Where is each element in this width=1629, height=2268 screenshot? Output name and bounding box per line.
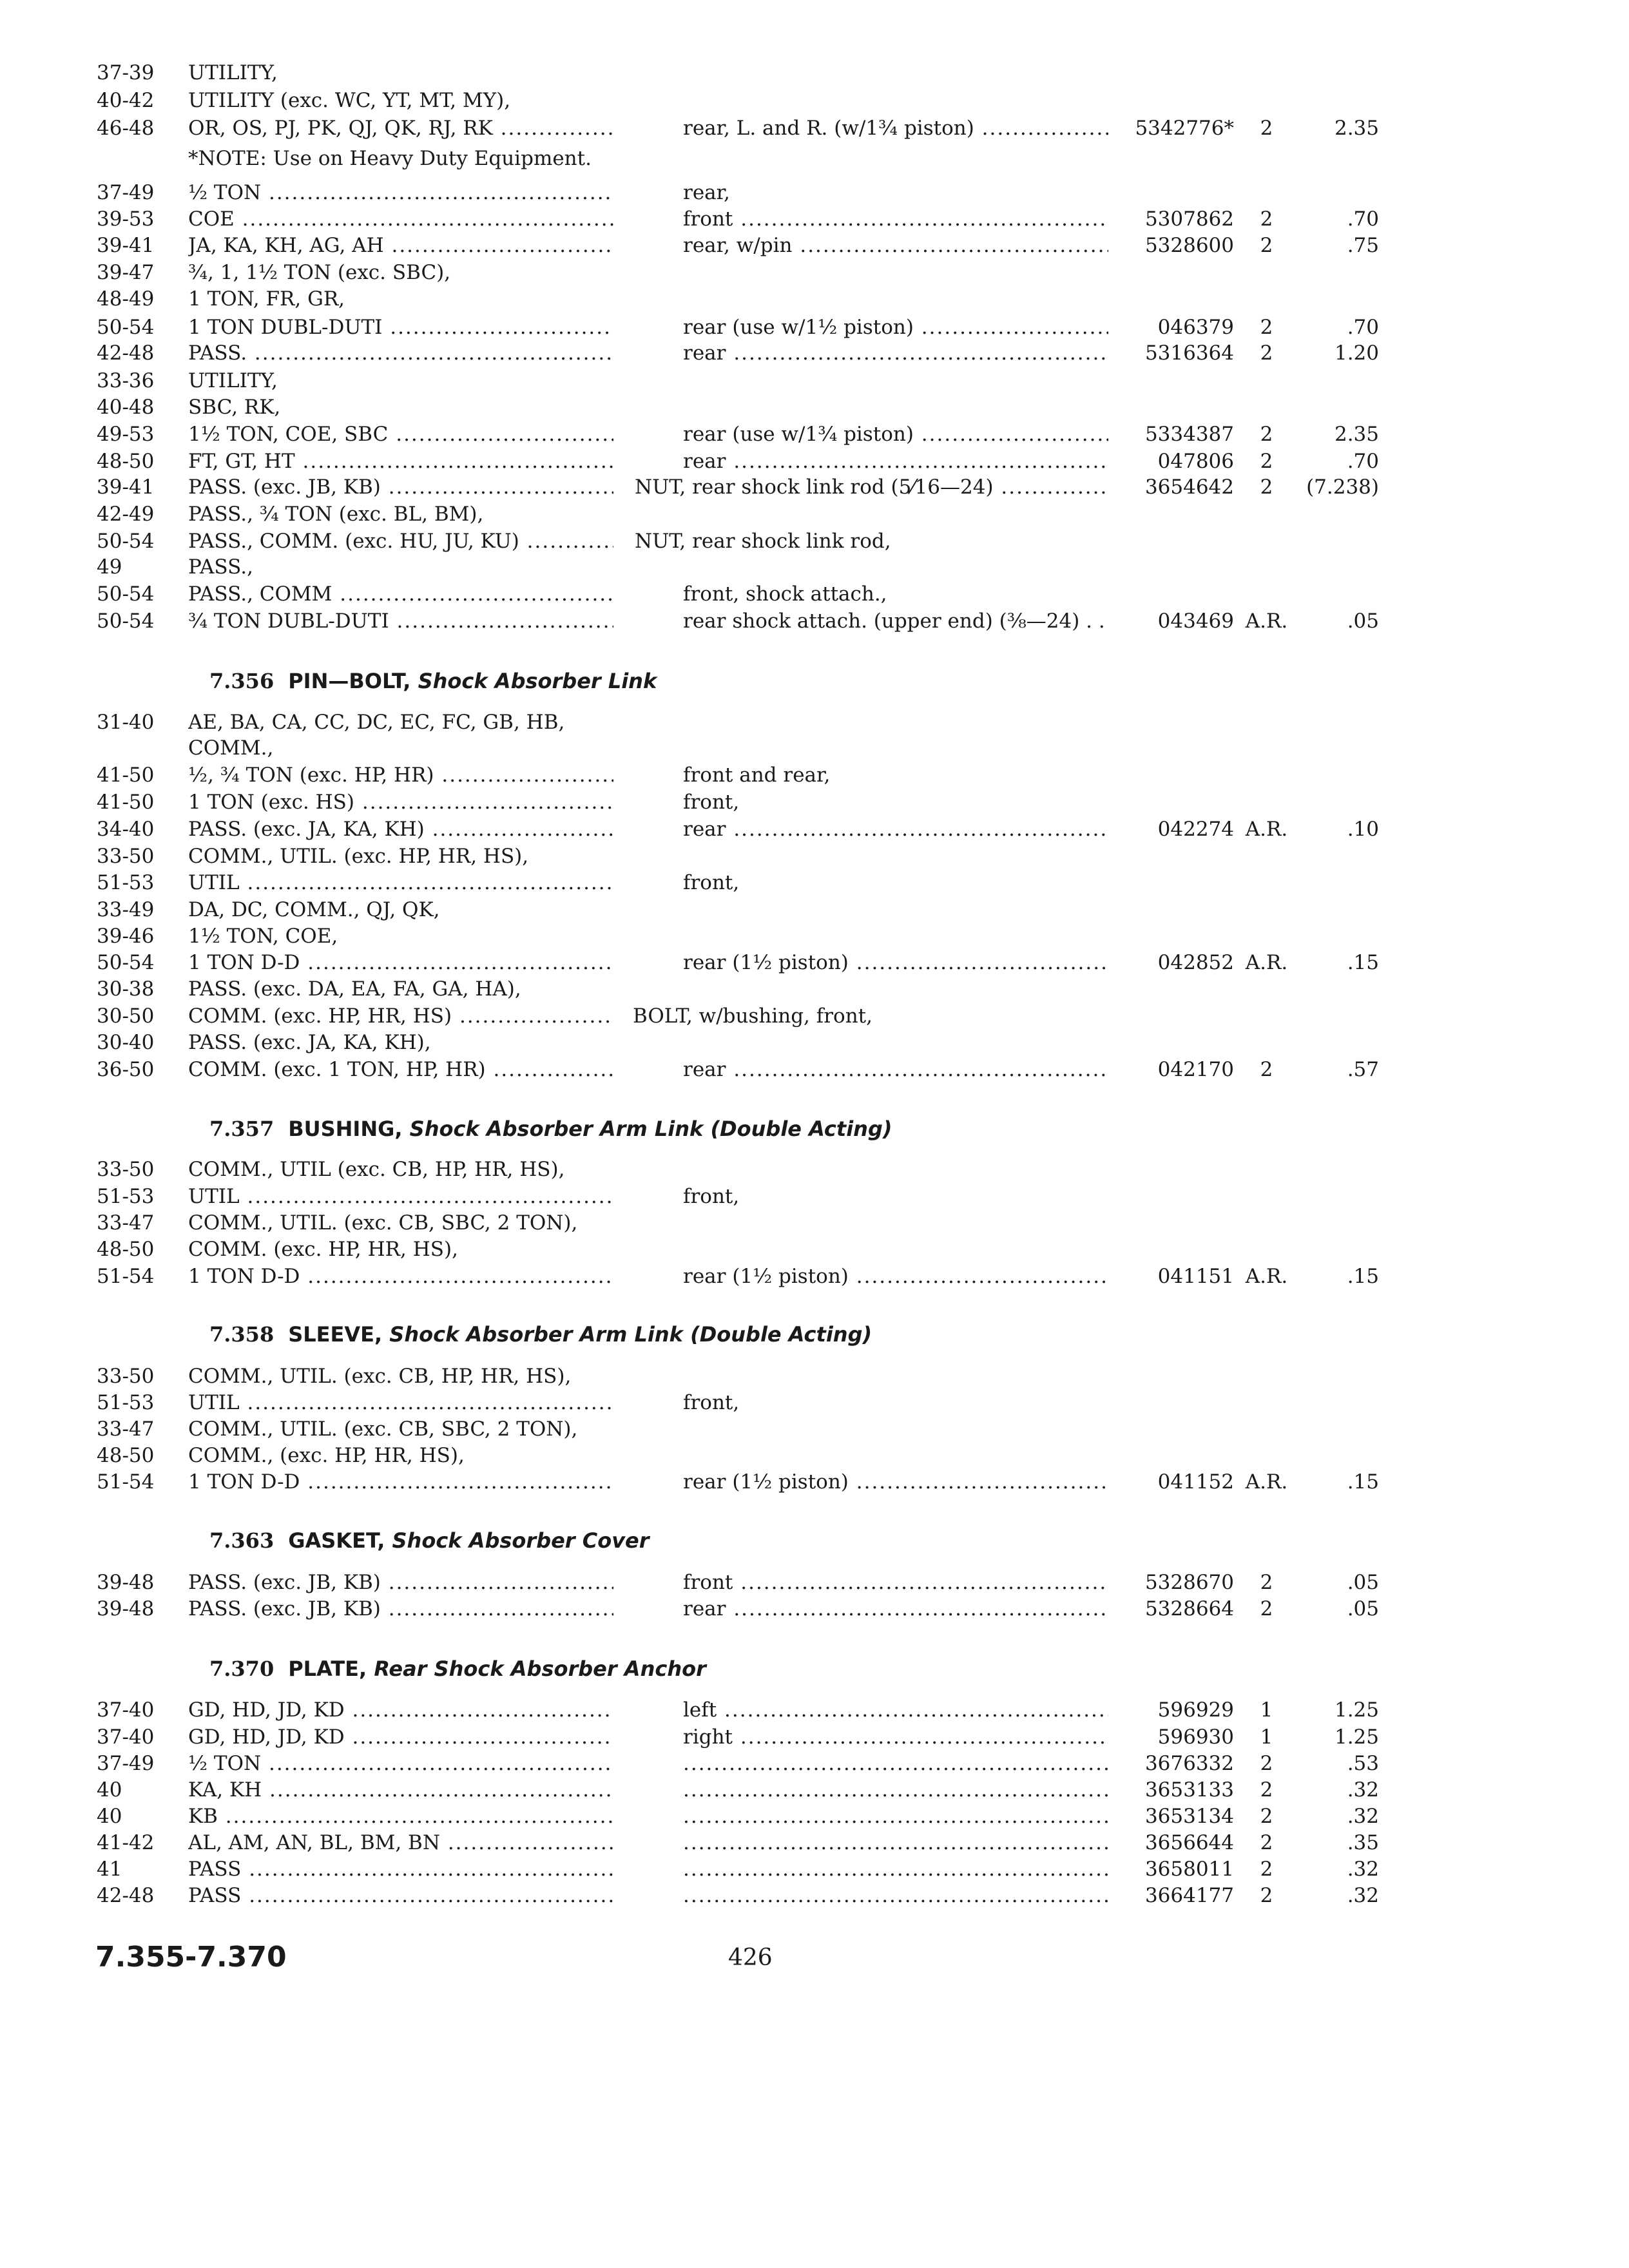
section-range: 7.355-7.370 — [95, 1941, 287, 1974]
table-row — [0, 1391, 1629, 1418]
part-number: 041151 — [1157, 1265, 1234, 1288]
part-description: rear (use w/1¾ piston) ..... — [683, 423, 1108, 446]
model-years: 40-42 — [97, 89, 155, 112]
model-years: 48-49 — [97, 287, 155, 311]
model-applicability: PASS., COMM. (exc. HU, JU, KU) ..... — [188, 530, 613, 553]
table-row — [0, 1831, 1629, 1858]
price: .05 — [1347, 1571, 1379, 1594]
price: 2.35 — [1334, 117, 1379, 140]
model-applicability: AE, BA, CA, CC, DC, EC, FC, GB, HB, — [188, 711, 565, 734]
part-number: 5342776* — [1135, 117, 1234, 140]
part-number: 041152 — [1157, 1470, 1234, 1494]
model-years: 51-54 — [97, 1265, 155, 1288]
model-years: 51-53 — [97, 1391, 155, 1414]
part-description: BOLT, w/bushing, front, — [633, 1004, 872, 1028]
section-heading — [209, 1528, 650, 1553]
quantity: A.R. — [1245, 1265, 1288, 1288]
price: 2.35 — [1334, 423, 1379, 446]
part-number: 3658011 — [1144, 1858, 1234, 1881]
part-number: 3664177 — [1144, 1884, 1234, 1907]
table-row — [0, 341, 1629, 369]
section-heading — [209, 1117, 892, 1141]
model-applicability: FT, GT, HT ..... — [188, 450, 613, 473]
quantity: 2 — [1260, 423, 1273, 446]
table-row — [0, 207, 1629, 235]
table-row — [0, 898, 1629, 925]
quantity: 2 — [1260, 117, 1273, 140]
model-years: 30-50 — [97, 1004, 155, 1028]
table-row — [0, 530, 1629, 557]
section-number: 7.370 — [209, 1657, 275, 1681]
section-part-desc: Shock Absorber Arm Link (Double Acting) — [389, 1322, 872, 1347]
model-years: 37-40 — [97, 1698, 155, 1722]
quantity: 2 — [1260, 1805, 1273, 1828]
part-description: rear, — [683, 181, 730, 204]
part-description: rear (1½ piston) ..... — [683, 951, 1108, 974]
part-description: rear shock attach. (upper end) (⅜—24) . . — [683, 610, 1105, 633]
table-row — [0, 234, 1629, 261]
model-applicability: *NOTE: Use on Heavy Duty Equipment. — [188, 147, 592, 170]
model-years: 51-53 — [97, 871, 155, 894]
model-years: 41-50 — [97, 764, 155, 787]
section-part-desc: Shock Absorber Link — [418, 669, 657, 693]
model-years: 33-47 — [97, 1211, 155, 1235]
table-row — [0, 1238, 1629, 1265]
table-row — [0, 845, 1629, 872]
model-applicability: ½ TON ..... — [188, 181, 613, 204]
quantity: 2 — [1260, 1571, 1273, 1594]
model-applicability: COMM. (exc. HP, HR, HS), — [188, 1238, 458, 1261]
part-description: NUT, rear shock link rod, — [635, 530, 891, 553]
price: .10 — [1347, 818, 1379, 841]
model-years: 37-39 — [97, 61, 155, 84]
part-description: rear ..... — [683, 341, 1108, 365]
part-description: front, — [683, 1391, 740, 1414]
model-applicability: COMM., UTIL. (exc. CB, SBC, 2 TON), — [188, 1211, 578, 1235]
model-applicability: COMM., UTIL. (exc. HP, HR, HS), — [188, 845, 529, 868]
part-number: 042274 — [1157, 818, 1234, 841]
model-years: 51-54 — [97, 1470, 155, 1494]
model-years: 33-50 — [97, 845, 155, 868]
table-row — [0, 61, 1629, 88]
model-applicability: COMM., (exc. HP, HR, HS), — [188, 1444, 465, 1467]
price: .57 — [1347, 1058, 1379, 1081]
model-applicability: 1 TON (exc. HS) ..... — [188, 791, 613, 814]
table-row — [0, 450, 1629, 477]
model-applicability: UTILITY, — [188, 61, 278, 84]
model-years: 34-40 — [97, 818, 155, 841]
quantity: 2 — [1260, 476, 1273, 499]
part-number: 3653133 — [1144, 1778, 1234, 1802]
model-years: 46-48 — [97, 117, 155, 140]
part-description: left ..... — [683, 1698, 1108, 1722]
part-description: rear ..... — [683, 1597, 1108, 1620]
part-number: 596929 — [1157, 1698, 1234, 1722]
quantity: 2 — [1260, 1752, 1273, 1775]
model-years: 41-50 — [97, 791, 155, 814]
model-years: 50-54 — [97, 582, 155, 606]
model-years: 40 — [97, 1805, 122, 1828]
model-applicability: ¾, 1, 1½ TON (exc. SBC), — [188, 261, 451, 284]
part-description: front, — [683, 1185, 740, 1208]
price: .32 — [1347, 1805, 1379, 1828]
table-row — [0, 423, 1629, 450]
table-row — [0, 1031, 1629, 1058]
model-years: 50-54 — [97, 316, 155, 339]
table-row — [0, 1778, 1629, 1805]
model-years: 33-36 — [97, 369, 155, 392]
model-years: 31-40 — [97, 711, 155, 734]
quantity: A.R. — [1245, 610, 1288, 633]
section-part-desc: Shock Absorber Arm Link (Double Acting) — [409, 1117, 892, 1141]
model-applicability: PASS. (exc. JA, KA, KH), — [188, 1031, 431, 1054]
section-part-name: SLEEVE, — [288, 1322, 390, 1347]
part-description: front, — [683, 871, 740, 894]
table-row — [0, 818, 1629, 845]
model-applicability: COMM., UTIL (exc. CB, HP, HR, HS), — [188, 1158, 565, 1181]
part-description — [683, 1884, 1108, 1907]
part-number: 5307862 — [1144, 207, 1234, 231]
table-row — [0, 925, 1629, 952]
part-description: front and rear, — [683, 764, 831, 787]
model-applicability: ½ TON ..... — [188, 1752, 613, 1775]
price: .70 — [1347, 316, 1379, 339]
table-row — [0, 261, 1629, 288]
part-description: rear ..... — [683, 818, 1108, 841]
model-applicability: PASS ..... — [188, 1884, 613, 1907]
model-applicability: UTIL ..... — [188, 1391, 613, 1414]
model-years: 30-40 — [97, 1031, 155, 1054]
price: .75 — [1347, 234, 1379, 257]
price: .05 — [1347, 610, 1379, 633]
table-row — [0, 1725, 1629, 1753]
table-row — [0, 1158, 1629, 1185]
model-applicability: PASS. (exc. JB, KB) ..... — [188, 1571, 613, 1594]
part-description: rear (use w/1½ piston) ..... — [683, 316, 1108, 339]
model-years: 39-41 — [97, 476, 155, 499]
model-applicability: DA, DC, COMM., QJ, QK, — [188, 898, 440, 921]
model-years: 37-49 — [97, 181, 155, 204]
page-number: 426 — [728, 1945, 773, 1971]
model-applicability: 1 TON, FR, GR, — [188, 287, 345, 311]
section-heading — [209, 1322, 872, 1347]
table-row — [0, 1858, 1629, 1885]
part-description: front, shock attach., — [683, 582, 887, 606]
part-number: 042852 — [1157, 951, 1234, 974]
section-number: 7.357 — [209, 1117, 275, 1141]
model-applicability: PASS. ..... — [188, 341, 613, 365]
section-heading — [209, 1657, 706, 1681]
part-number: 5328664 — [1144, 1597, 1234, 1620]
section-number: 7.358 — [209, 1322, 275, 1347]
table-row — [0, 1470, 1629, 1497]
section-part-desc: Rear Shock Absorber Anchor — [374, 1657, 706, 1681]
table-row — [0, 147, 1629, 174]
model-years: 41 — [97, 1858, 122, 1881]
quantity: A.R. — [1245, 951, 1288, 974]
section-heading — [209, 669, 657, 693]
part-number: 5328670 — [1144, 1571, 1234, 1594]
table-row — [0, 1698, 1629, 1725]
quantity: A.R. — [1245, 1470, 1288, 1494]
model-years: 33-50 — [97, 1365, 155, 1388]
model-applicability: PASS. (exc. DA, EA, FA, GA, HA), — [188, 977, 521, 1001]
model-years: 33-49 — [97, 898, 155, 921]
model-applicability: AL, AM, AN, BL, BM, BN ..... — [188, 1831, 613, 1854]
model-applicability: KA, KH ..... — [188, 1778, 613, 1802]
model-years: 39-47 — [97, 261, 155, 284]
model-applicability: GD, HD, JD, KD ..... — [188, 1725, 613, 1749]
part-number: 046379 — [1157, 316, 1234, 339]
quantity: 2 — [1260, 1884, 1273, 1907]
model-years: 36-50 — [97, 1058, 155, 1081]
part-description — [683, 1805, 1108, 1828]
table-row — [0, 1211, 1629, 1238]
model-applicability: 1 TON D-D ..... — [188, 1265, 613, 1288]
model-applicability: ½, ¾ TON (exc. HP, HR) ..... — [188, 764, 613, 787]
table-row — [0, 764, 1629, 791]
part-description: right ..... — [683, 1725, 1108, 1749]
price: 1.20 — [1334, 341, 1379, 365]
model-years: 40 — [97, 1778, 122, 1802]
quantity: 2 — [1260, 1597, 1273, 1620]
model-applicability: 1½ TON, COE, SBC ..... — [188, 423, 613, 446]
model-applicability: OR, OS, PJ, PK, QJ, QK, RJ, RK ..... — [188, 117, 613, 140]
table-row — [0, 1365, 1629, 1392]
table-row — [0, 396, 1629, 423]
model-applicability: PASS. (exc. JA, KA, KH) ..... — [188, 818, 613, 841]
model-applicability: 1 TON D-D ..... — [188, 1470, 613, 1494]
table-row — [0, 1004, 1629, 1032]
table-row — [0, 711, 1629, 738]
model-applicability: JA, KA, KH, AG, AH ..... — [188, 234, 613, 257]
part-number: 042170 — [1157, 1058, 1234, 1081]
table-row — [0, 476, 1629, 503]
price: 1.25 — [1334, 1725, 1379, 1749]
section-part-name: BUSHING, — [288, 1117, 410, 1141]
table-row — [0, 582, 1629, 610]
table-row — [0, 1265, 1629, 1292]
price: .32 — [1347, 1778, 1379, 1802]
part-description: rear, L. and R. (w/1¾ piston) ..... — [683, 117, 1108, 140]
model-years: 50-54 — [97, 610, 155, 633]
model-years: 41-42 — [97, 1831, 155, 1854]
model-years: 50-54 — [97, 951, 155, 974]
quantity: 2 — [1260, 207, 1273, 231]
model-applicability: PASS., COMM ..... — [188, 582, 613, 606]
model-years: 37-49 — [97, 1752, 155, 1775]
model-years: 51-53 — [97, 1185, 155, 1208]
model-applicability: UTILITY (exc. WC, YT, MT, MY), — [188, 89, 511, 112]
model-applicability: PASS. (exc. JB, KB) ..... — [188, 476, 613, 499]
model-years: 39-48 — [97, 1571, 155, 1594]
model-years: 33-47 — [97, 1418, 155, 1441]
part-number: 047806 — [1157, 450, 1234, 473]
part-number: 5334387 — [1144, 423, 1234, 446]
price: .15 — [1347, 951, 1379, 974]
model-applicability: PASS ..... — [188, 1858, 613, 1881]
model-years: 48-50 — [97, 1238, 155, 1261]
table-row — [0, 1752, 1629, 1779]
model-applicability: UTIL ..... — [188, 1185, 613, 1208]
quantity: 1 — [1260, 1698, 1273, 1722]
model-applicability: PASS. (exc. JB, KB) ..... — [188, 1597, 613, 1620]
table-row — [0, 610, 1629, 637]
part-number: 5316364 — [1144, 341, 1234, 365]
part-number: 5328600 — [1144, 234, 1234, 257]
model-years: 50-54 — [97, 530, 155, 553]
price: .53 — [1347, 1752, 1379, 1775]
table-row — [0, 287, 1629, 314]
quantity: 2 — [1260, 316, 1273, 339]
part-description: NUT, rear shock link rod (5⁄16—24) ..... — [635, 476, 1108, 499]
table-row — [0, 316, 1629, 343]
model-years: 39-48 — [97, 1597, 155, 1620]
part-description: front, — [683, 791, 740, 814]
model-years: 40-48 — [97, 396, 155, 419]
price: (7.238) — [1306, 476, 1379, 499]
quantity: 2 — [1260, 1858, 1273, 1881]
model-applicability: ¾ TON DUBL-DUTI ..... — [188, 610, 613, 633]
part-number: 3656644 — [1144, 1831, 1234, 1854]
table-row — [0, 555, 1629, 582]
price: .15 — [1347, 1470, 1379, 1494]
table-row — [0, 1185, 1629, 1212]
part-description: front ..... — [683, 1571, 1108, 1594]
model-applicability: KB ..... — [188, 1805, 613, 1828]
part-description: rear (1½ piston) ..... — [683, 1265, 1108, 1288]
table-row — [0, 89, 1629, 116]
model-years: 48-50 — [97, 450, 155, 473]
price: .32 — [1347, 1884, 1379, 1907]
part-description — [683, 1858, 1108, 1881]
price: .70 — [1347, 207, 1379, 231]
part-description: front ..... — [683, 207, 1108, 231]
model-years: 37-40 — [97, 1725, 155, 1749]
table-row — [0, 1884, 1629, 1911]
model-applicability: COMM., UTIL. (exc. CB, HP, HR, HS), — [188, 1365, 572, 1388]
table-row — [0, 1805, 1629, 1832]
quantity: 2 — [1260, 234, 1273, 257]
model-applicability: COE ..... — [188, 207, 613, 231]
model-years: 42-48 — [97, 341, 155, 365]
table-row — [0, 369, 1629, 396]
model-applicability: PASS., ¾ TON (exc. BL, BM), — [188, 503, 484, 526]
price: .32 — [1347, 1858, 1379, 1881]
table-row — [0, 736, 1629, 764]
model-applicability: COMM., UTIL. (exc. CB, SBC, 2 TON), — [188, 1418, 578, 1441]
part-number: 3676332 — [1144, 1752, 1234, 1775]
part-number: 596930 — [1157, 1725, 1234, 1749]
quantity: 2 — [1260, 1058, 1273, 1081]
part-description: rear ..... — [683, 450, 1108, 473]
model-years: 30-38 — [97, 977, 155, 1001]
part-description: rear (1½ piston) ..... — [683, 1470, 1108, 1494]
part-number: 3654642 — [1144, 476, 1234, 499]
model-applicability: PASS., — [188, 555, 253, 579]
section-number: 7.363 — [209, 1528, 275, 1553]
table-row — [0, 977, 1629, 1004]
model-applicability: 1 TON D-D ..... — [188, 951, 613, 974]
quantity: 1 — [1260, 1725, 1273, 1749]
part-description: rear ..... — [683, 1058, 1108, 1081]
table-row — [0, 117, 1629, 144]
part-number: 043469 — [1157, 610, 1234, 633]
model-applicability: SBC, RK, — [188, 396, 281, 419]
model-years: 33-50 — [97, 1158, 155, 1181]
model-years: 42-49 — [97, 503, 155, 526]
section-part-desc: Shock Absorber Cover — [392, 1528, 650, 1553]
price: .70 — [1347, 450, 1379, 473]
price: .15 — [1347, 1265, 1379, 1288]
table-row — [0, 181, 1629, 208]
table-row — [0, 503, 1629, 530]
table-row — [0, 1444, 1629, 1471]
table-row — [0, 1418, 1629, 1445]
table-row — [0, 1597, 1629, 1624]
model-applicability: COMM. (exc. 1 TON, HP, HR) ..... — [188, 1058, 613, 1081]
table-row — [0, 871, 1629, 898]
model-years: 48-50 — [97, 1444, 155, 1467]
part-number: 3653134 — [1144, 1805, 1234, 1828]
model-applicability: COMM. (exc. HP, HR, HS) ..... — [188, 1004, 613, 1028]
model-years: 39-53 — [97, 207, 155, 231]
price: .35 — [1347, 1831, 1379, 1854]
model-years: 49 — [97, 555, 122, 579]
quantity: 2 — [1260, 1831, 1273, 1854]
part-description — [683, 1831, 1108, 1854]
model-years: 42-48 — [97, 1884, 155, 1907]
quantity: A.R. — [1245, 818, 1288, 841]
part-description — [683, 1752, 1108, 1775]
model-applicability: GD, HD, JD, KD ..... — [188, 1698, 613, 1722]
quantity: 2 — [1260, 450, 1273, 473]
section-part-name: GASKET, — [288, 1528, 392, 1553]
section-number: 7.356 — [209, 669, 275, 693]
quantity: 2 — [1260, 1778, 1273, 1802]
model-applicability: COMM., — [188, 736, 274, 760]
table-row — [0, 951, 1629, 978]
table-row — [0, 791, 1629, 818]
model-years: 39-41 — [97, 234, 155, 257]
section-part-name: PIN—BOLT, — [288, 669, 418, 693]
part-description: rear, w/pin ..... — [683, 234, 1108, 257]
section-part-name: PLATE, — [288, 1657, 374, 1681]
part-description — [683, 1778, 1108, 1802]
model-years: 49-53 — [97, 423, 155, 446]
quantity: 2 — [1260, 341, 1273, 365]
price: .05 — [1347, 1597, 1379, 1620]
model-years: 39-46 — [97, 925, 155, 948]
model-applicability: 1 TON DUBL-DUTI ..... — [188, 316, 613, 339]
model-applicability: UTIL ..... — [188, 871, 613, 894]
table-row — [0, 1571, 1629, 1598]
model-applicability: 1½ TON, COE, — [188, 925, 338, 948]
price: 1.25 — [1334, 1698, 1379, 1722]
model-applicability: UTILITY, — [188, 369, 278, 392]
table-row — [0, 1058, 1629, 1085]
